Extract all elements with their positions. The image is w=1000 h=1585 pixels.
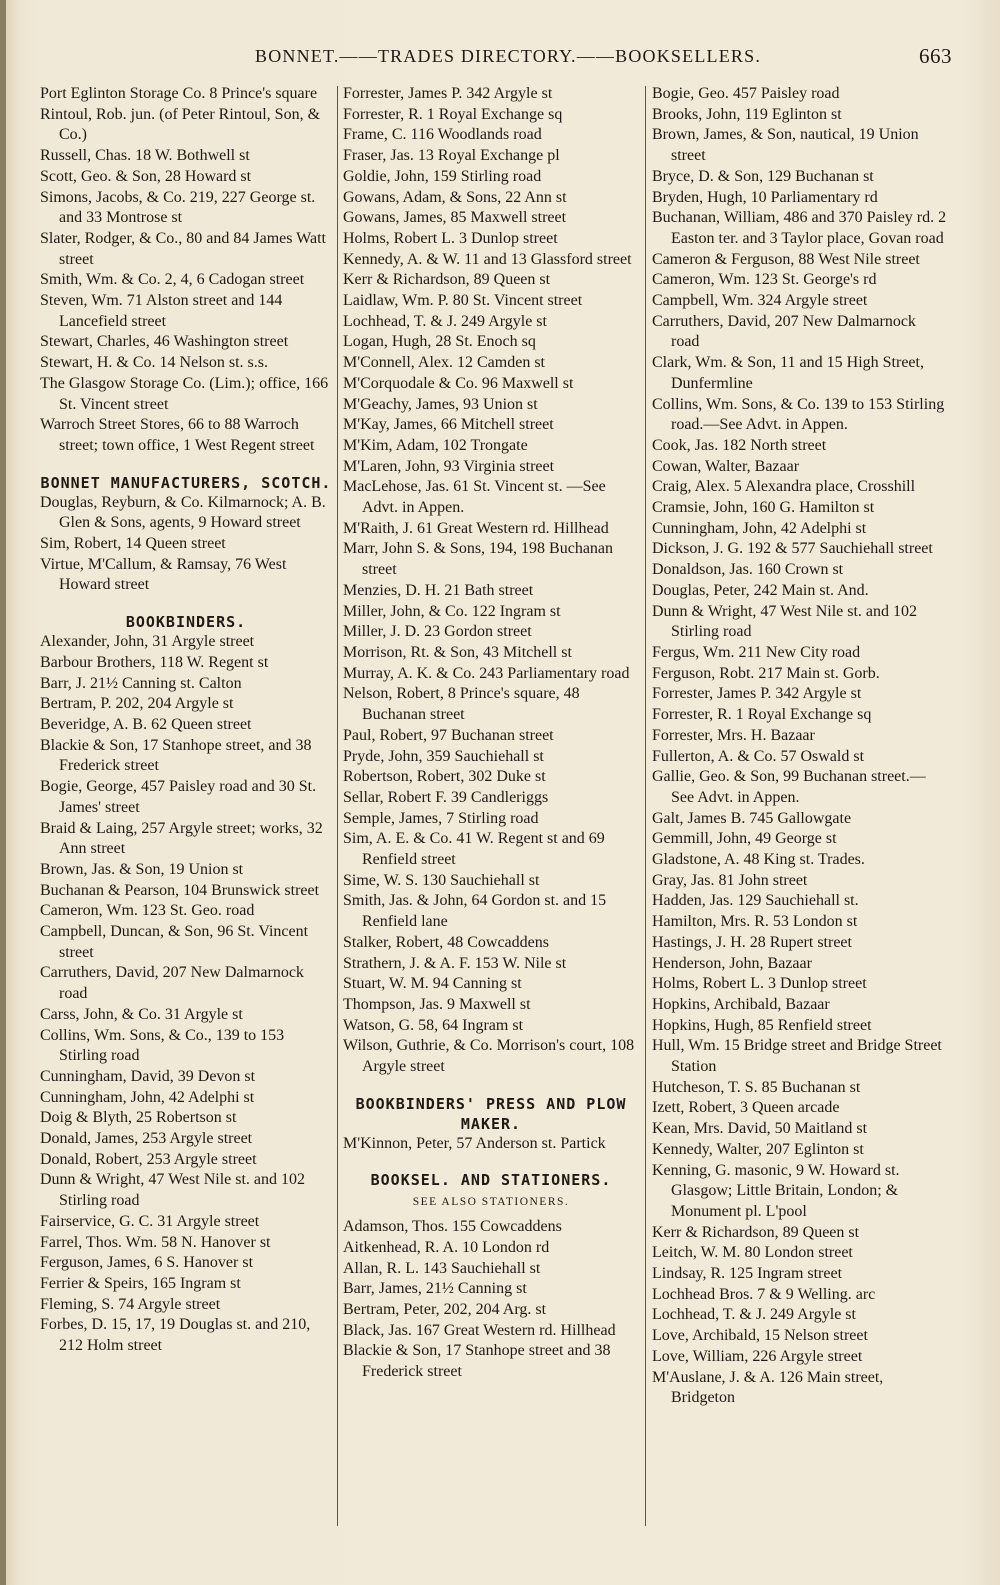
directory-entry: Blackie & Son, 17 Stanhope street, and 38 Frederick street: [40, 736, 312, 775]
directory-entry: Beveridge, A. B. 62 Queen street: [40, 715, 252, 733]
directory-entry: Paul, Robert, 97 Buchanan street: [343, 726, 554, 744]
directory-entry: Lochhead, T. & J. 249 Argyle st: [343, 312, 547, 330]
directory-entry: Lochhead Bros. 7 & 9 Welling. arc: [652, 1285, 876, 1303]
directory-entry: Love, William, 226 Argyle street: [652, 1347, 863, 1365]
directory-entry: Ferrier & Speirs, 165 Ingram st: [40, 1274, 241, 1292]
directory-entry: Forbes, D. 15, 17, 19 Douglas st. and 210, 212 Holm street: [40, 1316, 311, 1355]
directory-entry: Strathern, J. & A. F. 153 W. Nile st: [343, 954, 567, 972]
directory-entry: Dunn & Wright, 47 West Nile st. and 102 Stirling road: [40, 1171, 306, 1210]
directory-entry: Robertson, Robert, 302 Duke st: [343, 768, 546, 786]
directory-entry: The Glasgow Storage Co. (Lim.); office, 166 St. Vincent street: [40, 374, 329, 413]
directory-entry: M'Kay, James, 66 Mitchell street: [343, 416, 554, 434]
column-rule-1: [337, 86, 338, 1526]
directory-entry: Hamilton, Mrs. R. 53 London st: [652, 913, 858, 931]
directory-entry: Collins, Wm. Sons, & Co. 139 to 153 Stirling road.—See Advt. in Appen.: [652, 395, 945, 434]
directory-entry: Marr, John S. & Sons, 194, 198 Buchanan street: [343, 540, 614, 579]
directory-entry: M'Auslane, J. & A. 126 Main street, Bridgeton: [652, 1368, 884, 1407]
directory-entry: M'Connell, Alex. 12 Camden st: [343, 354, 545, 372]
bonnet-entries: [40, 493, 332, 597]
directory-entry: Donald, Robert, 253 Argyle street: [40, 1150, 257, 1168]
directory-entry: Hastings, J. H. 28 Rupert street: [652, 933, 852, 951]
directory-entry: Simons, Jacobs, & Co. 219, 227 George st. and 33 Montrose st: [40, 188, 316, 227]
directory-entry: Thompson, Jas. 9 Maxwell st: [343, 995, 531, 1013]
directory-entry: Fullerton, A. & Co. 57 Oswald st: [652, 747, 865, 765]
directory-entry: Adamson, Thos. 155 Cowcaddens: [343, 1218, 562, 1236]
column-1: [40, 84, 332, 1357]
directory-entry: Cook, Jas. 182 North street: [652, 436, 827, 454]
directory-entry: Port Eglinton Storage Co. 8 Prince's square: [40, 85, 318, 102]
directory-entry: Bertram, P. 202, 204 Argyle st: [40, 695, 234, 713]
directory-entry: Brown, James, & Son, nautical, 19 Union street: [652, 126, 919, 165]
directory-entry: M'Geachy, James, 93 Union st: [343, 395, 538, 413]
bookbinder-entries-continued: [343, 84, 639, 1078]
storage-entries: [40, 84, 332, 457]
directory-entry: M'Kim, Adam, 102 Trongate: [343, 436, 528, 454]
directory-entry: Holms, Robert L. 3 Dunlop street: [652, 975, 867, 993]
directory-entry: Kerr & Richardson, 89 Queen st: [343, 271, 551, 289]
directory-entry: Rintoul, Rob. jun. (of Peter Rintoul, Son, & Co.): [40, 105, 321, 144]
directory-entry: Carss, John, & Co. 31 Argyle st: [40, 1005, 243, 1023]
directory-entry: Doig & Blyth, 25 Robertson st: [40, 1109, 237, 1127]
running-title: BONNET.——TRADES DIRECTORY.——BOOKSELLERS.: [255, 46, 762, 66]
directory-entry: Cameron & Ferguson, 88 West Nile street: [652, 250, 920, 268]
directory-entry: Izett, Robert, 3 Queen arcade: [652, 1099, 840, 1117]
page-number: 663: [919, 44, 952, 68]
directory-entry: Kennedy, Walter, 207 Eglinton st: [652, 1140, 864, 1158]
directory-entry: Gemmill, John, 49 George st: [652, 830, 837, 848]
directory-entry: Donald, James, 253 Argyle street: [40, 1130, 253, 1148]
heading-bonnet-manufacturers: BONNET MANUFACTURERS, SCOTCH.: [40, 473, 332, 492]
directory-entry: Alexander, John, 31 Argyle street: [40, 633, 255, 651]
column-2: [343, 84, 639, 1383]
directory-entry: Watson, G. 58, 64 Ingram st: [343, 1016, 524, 1034]
column-3: [652, 84, 948, 1409]
directory-entry: Sellar, Robert F. 39 Candleriggs: [343, 788, 549, 806]
directory-entry: Ferguson, Robt. 217 Main st. Gorb.: [652, 664, 880, 682]
directory-entry: Cunningham, John, 42 Adelphi st: [40, 1088, 255, 1106]
directory-entry: Nelson, Robert, 8 Prince's square, 48 Buchanan street: [343, 685, 580, 724]
directory-entry: Forrester, James P. 342 Argyle st: [652, 685, 862, 703]
directory-entry: Bryden, Hugh, 10 Parliamentary rd: [652, 188, 878, 206]
directory-entry: Farrel, Thos. Wm. 58 N. Hanover st: [40, 1233, 271, 1251]
directory-entry: Warroch Street Stores, 66 to 88 Warroch street; town office, 1 West Regent street: [40, 416, 315, 454]
directory-entry: Blackie & Son, 17 Stanhope street and 38 Frederick street: [343, 1342, 611, 1381]
directory-entry: Dunn & Wright, 47 West Nile st. and 102 Stirling road: [652, 602, 918, 641]
directory-entry: Frame, C. 116 Woodlands road: [343, 126, 542, 144]
directory-entry: Miller, J. D. 23 Gordon street: [343, 623, 532, 641]
directory-entry: Sim, A. E. & Co. 41 W. Regent st and 69 Renfield street: [343, 830, 605, 869]
directory-entry: Hadden, Jas. 129 Sauchiehall st.: [652, 892, 859, 910]
directory-entry: Barr, James, 21½ Canning st: [343, 1280, 527, 1298]
directory-entry: Clark, Wm. & Son, 11 and 15 High Street, Dunfermline: [652, 354, 924, 392]
directory-entry: Bogie, George, 457 Paisley road and 30 St. James' street: [40, 778, 317, 816]
directory-entry: Galt, James B. 745 Gallowgate: [652, 809, 852, 827]
directory-entry: Wilson, Guthrie, & Co. Morrison's court, 108 Argyle street: [343, 1037, 635, 1076]
column-rule-2: [645, 86, 646, 1526]
directory-entry: Hopkins, Archibald, Bazaar: [652, 995, 830, 1013]
directory-entry: Carruthers, David, 207 New Dalmarnock road: [40, 964, 304, 1003]
directory-entry: Sime, W. S. 130 Sauchiehall st: [343, 871, 540, 889]
directory-entry: Carruthers, David, 207 New Dalmarnock road: [652, 312, 916, 351]
directory-entry: Smith, Jas. & John, 64 Gordon st. and 15 Renfield lane: [343, 892, 607, 931]
directory-entry: Bogie, Geo. 457 Paisley road: [652, 85, 840, 102]
directory-entry: Morrison, Rt. & Son, 43 Mitchell st: [343, 643, 572, 661]
press-entries: [343, 1134, 639, 1155]
directory-entry: Fleming, S. 74 Argyle street: [40, 1295, 221, 1313]
directory-entry: Logan, Hugh, 28 St. Enoch sq: [343, 333, 536, 351]
directory-entry: Miller, John, & Co. 122 Ingram st: [343, 602, 561, 620]
directory-entry: Barr, J. 21½ Canning st. Calton: [40, 674, 242, 692]
directory-entry: Dickson, J. G. 192 & 577 Sauchiehall street: [652, 540, 933, 558]
heading-booksellers: BOOKSEL. AND STATIONERS.: [370, 1171, 612, 1190]
directory-entry: Kerr & Richardson, 89 Queen st: [652, 1223, 860, 1241]
directory-entry: Cameron, Wm. 123 St. George's rd: [652, 271, 877, 289]
directory-entry: Semple, James, 7 Stirling road: [343, 809, 539, 827]
directory-entry: Gowans, James, 85 Maxwell street: [343, 209, 567, 227]
directory-entry: Holms, Robert L. 3 Dunlop street: [343, 229, 558, 247]
see-also-note: SEE ALSO STATIONERS.: [412, 1196, 570, 1209]
directory-entry: Fairservice, G. C. 31 Argyle street: [40, 1212, 260, 1230]
directory-entry: Love, Archibald, 15 Nelson street: [652, 1327, 868, 1345]
directory-entry: Stalker, Robert, 48 Cowcaddens: [343, 933, 549, 951]
directory-entry: Fergus, Wm. 211 New City road: [652, 643, 861, 661]
directory-entry: MacLehose, Jas. 61 St. Vincent st. —See Advt. in Appen.: [343, 478, 606, 517]
directory-entry: Cunningham, David, 39 Devon st: [40, 1067, 256, 1085]
directory-entry: Forrester, R. 1 Royal Exchange sq: [652, 706, 872, 724]
directory-entry: Forrester, James P. 342 Argyle st: [343, 85, 553, 102]
directory-entry: Pryde, John, 359 Sauchiehall st: [343, 747, 544, 765]
directory-entry: Steven, Wm. 71 Alston street and 144 Lancefield street: [40, 292, 283, 330]
directory-entry: Hutcheson, T. S. 85 Buchanan st: [652, 1078, 861, 1096]
directory-entry: Cunningham, John, 42 Adelphi st: [652, 519, 867, 537]
directory-entry: M'Kinnon, Peter, 57 Anderson st. Partick: [343, 1134, 606, 1152]
directory-entry: Bertram, Peter, 202, 204 Arg. st: [343, 1300, 547, 1318]
directory-entry: Campbell, Wm. 324 Argyle street: [652, 292, 868, 310]
directory-entry: Campbell, Duncan, & Son, 96 St. Vincent street: [40, 923, 309, 961]
directory-entry: M'Corquodale & Co. 96 Maxwell st: [343, 374, 574, 392]
directory-entry: Kenning, G. masonic, 9 W. Howard st. Glasgow; Little Britain, London; & Monument pl. L'pool: [652, 1161, 900, 1220]
directory-entry: Barbour Brothers, 118 W. Regent st: [40, 653, 269, 671]
directory-entry: Leitch, W. M. 80 London street: [652, 1244, 853, 1262]
directory-entry: Craig, Alex. 5 Alexandra place, Crosshill: [652, 478, 916, 496]
bookbinder-entries: [40, 632, 332, 1357]
heading-bookbinders: BOOKBINDERS.: [125, 613, 247, 632]
directory-entry: Brooks, John, 119 Eglinton st: [652, 105, 842, 123]
directory-entry: Sim, Robert, 14 Queen street: [40, 535, 226, 553]
directory-entry: Allan, R. L. 143 Sauchiehall st: [343, 1259, 541, 1277]
directory-entry: Laidlaw, Wm. P. 80 St. Vincent street: [343, 292, 583, 310]
directory-entry: Brown, Jas. & Son, 19 Union st: [40, 860, 244, 878]
bookseller-entries: [343, 1217, 639, 1383]
directory-entry: Gladstone, A. 48 King st. Trades.: [652, 851, 865, 869]
directory-entry: Smith, Wm. & Co. 2, 4, 6 Cadogan street: [40, 271, 305, 289]
directory-entry: Black, Jas. 167 Great Western rd. Hillhead: [343, 1321, 616, 1339]
directory-entry: Collins, Wm. Sons, & Co., 139 to 153 Stirling road: [40, 1026, 285, 1065]
directory-entry: Lindsay, R. 125 Ingram street: [652, 1265, 843, 1283]
directory-entry: Aitkenhead, R. A. 10 London rd: [343, 1238, 550, 1256]
directory-entry: Hopkins, Hugh, 85 Renfield street: [652, 1016, 872, 1034]
directory-entry: Stewart, H. & Co. 14 Nelson st. s.s.: [40, 354, 268, 372]
directory-entry: Gowans, Adam, & Sons, 22 Ann st: [343, 188, 567, 206]
directory-entry: Douglas, Reyburn, & Co. Kilmarnock; A. B. Glen & Sons, agents, 9 Howard street: [40, 493, 326, 532]
directory-entry: Stuart, W. M. 94 Canning st: [343, 975, 522, 993]
directory-entry: Goldie, John, 159 Stirling road: [343, 167, 542, 185]
directory-entry: Ferguson, James, 6 S. Hanover st: [40, 1254, 254, 1272]
directory-entry: Hull, Wm. 15 Bridge street and Bridge Street Station: [652, 1037, 942, 1076]
directory-entry: Donaldson, Jas. 160 Crown st: [652, 561, 844, 579]
directory-entry: Gallie, Geo. & Son, 99 Buchanan street.—See Advt. in Appen.: [652, 768, 926, 806]
directory-entry: Fraser, Jas. 13 Royal Exchange pl: [343, 147, 560, 165]
directory-entry: Henderson, John, Bazaar: [652, 954, 812, 972]
directory-entry: Virtue, M'Callum, & Ramsay, 76 West Howard street: [40, 555, 287, 594]
directory-entry: M'Raith, J. 61 Great Western rd. Hillhead: [343, 519, 609, 537]
bookseller-entries-continued: [652, 84, 948, 1409]
directory-entry: Russell, Chas. 18 W. Bothwell st: [40, 147, 250, 165]
directory-entry: Kean, Mrs. David, 50 Maitland st: [652, 1120, 868, 1138]
directory-entry: Slater, Rodger, & Co., 80 and 84 James Watt street: [40, 229, 326, 268]
directory-entry: Scott, Geo. & Son, 28 Howard st: [40, 167, 252, 185]
directory-entry: Douglas, Peter, 242 Main st. And.: [652, 581, 869, 599]
directory-entry: M'Laren, John, 93 Virginia street: [343, 457, 555, 475]
directory-entry: Murray, A. K. & Co. 243 Parliamentary road: [343, 664, 630, 682]
directory-entry: Cowan, Walter, Bazaar: [652, 457, 800, 475]
page-spine-edge: [0, 0, 6, 1585]
directory-entry: Lochhead, T. & J. 249 Argyle st: [652, 1306, 856, 1324]
directory-entry: Cramsie, John, 160 G. Hamilton st: [652, 499, 875, 517]
directory-entry: Kennedy, A. & W. 11 and 13 Glassford street: [343, 250, 632, 268]
directory-entry: Gray, Jas. 81 John street: [652, 871, 808, 889]
directory-entry: Braid & Laing, 257 Argyle street; works, 32 Ann street: [40, 819, 323, 858]
heading-press-and-plow-maker: BOOKBINDERS' PRESS AND PLOW MAKER.: [355, 1094, 627, 1133]
directory-entry: Forrester, Mrs. H. Bazaar: [652, 726, 815, 744]
page-header: [40, 44, 960, 72]
directory-entry: Cameron, Wm. 123 St. Geo. road: [40, 902, 255, 920]
directory-entry: Buchanan & Pearson, 104 Brunswick street: [40, 881, 320, 899]
directory-entry: Stewart, Charles, 46 Washington street: [40, 333, 289, 351]
directory-entry: Buchanan, William, 486 and 370 Paisley rd. 2 Easton ter. and 3 Taylor place, Govan road: [652, 209, 947, 247]
directory-entry: Forrester, R. 1 Royal Exchange sq: [343, 105, 563, 123]
directory-entry: Bryce, D. & Son, 129 Buchanan st: [652, 167, 874, 185]
directory-entry: Menzies, D. H. 21 Bath street: [343, 581, 534, 599]
